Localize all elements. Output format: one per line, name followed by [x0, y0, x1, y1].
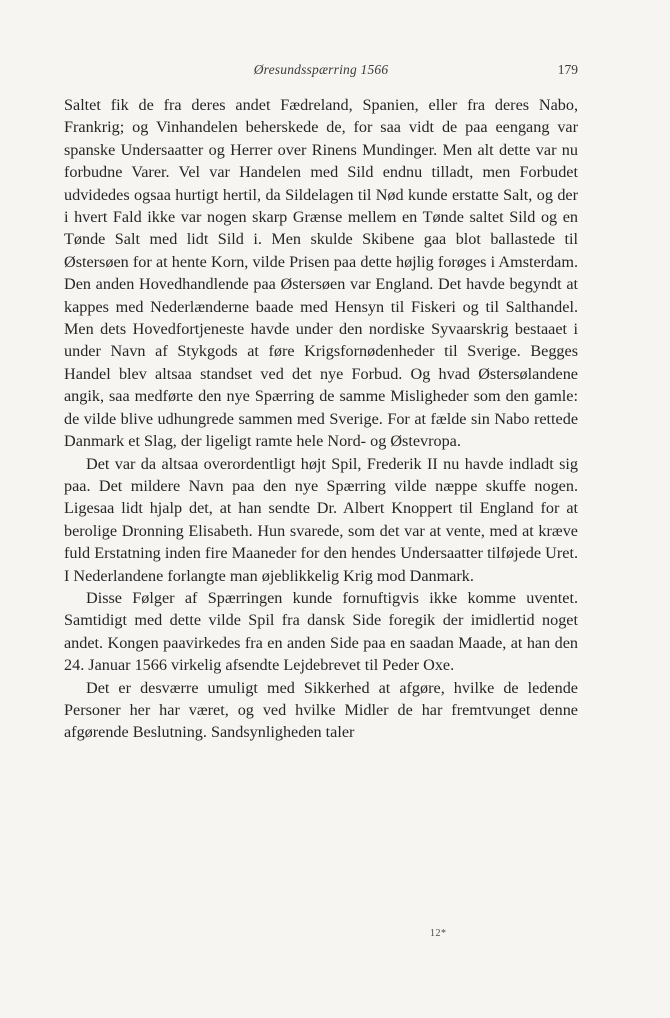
paragraph: Det var da altsaa overordentligt højt Spil, Frederik II nu havde indladt sig paa. Det mildere Navn paa den nye Spærring vilde næppe skuffe nogen. Ligesaa lidt hjalp det, at han sendte Dr. Albert Knoppert til England for at berolige Dronning Elisabeth. Hun svarede, som det var at vente, med at kræve fuld Erstatning inden fire Maaneder for den hendes Undersaatter tilføjede Uret. I Nederlandene forlangte man øjeblikkelig Krig mod Danmark.	[64, 454, 578, 585]
paragraph: Disse Følger af Spærringen kunde fornuftigvis ikke komme uventet. Samtidigt med dette vilde Spil fra dansk Side foregik der imidlertid noget andet. Kongen paavirkedes fra en anden Side paa en saadan Maade, at han den 24. Januar 1566 virkelig afsendte Lejdebrevet til Peder Oxe.	[64, 588, 578, 675]
paragraph: Saltet fik de fra deres andet Fædreland, Spanien, eller fra deres Nabo, Frankrig; og Vinhandelen beherskede de, for saa vidt de paa eengang var spanske Undersaatter og Herrer over Rinens Mundinger. Men alt dette var nu forbudne Varer. Vel var Handelen med Sild endnu tilladt, men Forbudet udvidedes ogsaa hurtigt hertil, da Sildelagen til Nød kunde erstatte Salt, og der i hvert Fald ikke var nogen skarp Grænse mellem en Tønde saltet Sild og en Tønde Salt med lidt Sild i. Men skulde Skibene gaa blot ballastede til Østersøen for at hente Korn, vilde Prisen paa dette højlig forøges i Amsterdam. Den anden Hovedhandlende paa Østersøen var England. Det havde begyndt at kappes med Nederlænderne baade med Hensyn til Fiskeri og til Salthandel. Men dets Hovedfortjeneste havde under den nordiske Syvaarskrig bestaaet i under Navn af Stykgods at føre Krigsfornødenheder til Sverige. Begges Handel blev altsaa standset ved det nye Forbud. Og hvad Østersølandene angik, saa medførte den nye Spærring de samme Misligheder som den gamle: de vilde blive udhungrede sammen med Sverige. For at fælde sin Nabo rettede Danmark et Slag, der ligeligt ramte hele Nord- og Østevropa.	[64, 96, 578, 451]
running-title: Øresundsspærring 1566	[253, 62, 389, 77]
body-text	[64, 94, 578, 744]
running-header	[64, 62, 578, 84]
book-page	[64, 62, 578, 744]
paragraph: Det er desværre umuligt med Sikkerhed at afgøre, hvilke de ledende Personer her har været, og ved hvilke Midler de har fremtvunget denne afgørende Beslutning. Sandsynligheden taler	[64, 678, 578, 742]
page-number: 179	[557, 62, 578, 77]
printer-signature-mark: 12*	[430, 928, 447, 939]
